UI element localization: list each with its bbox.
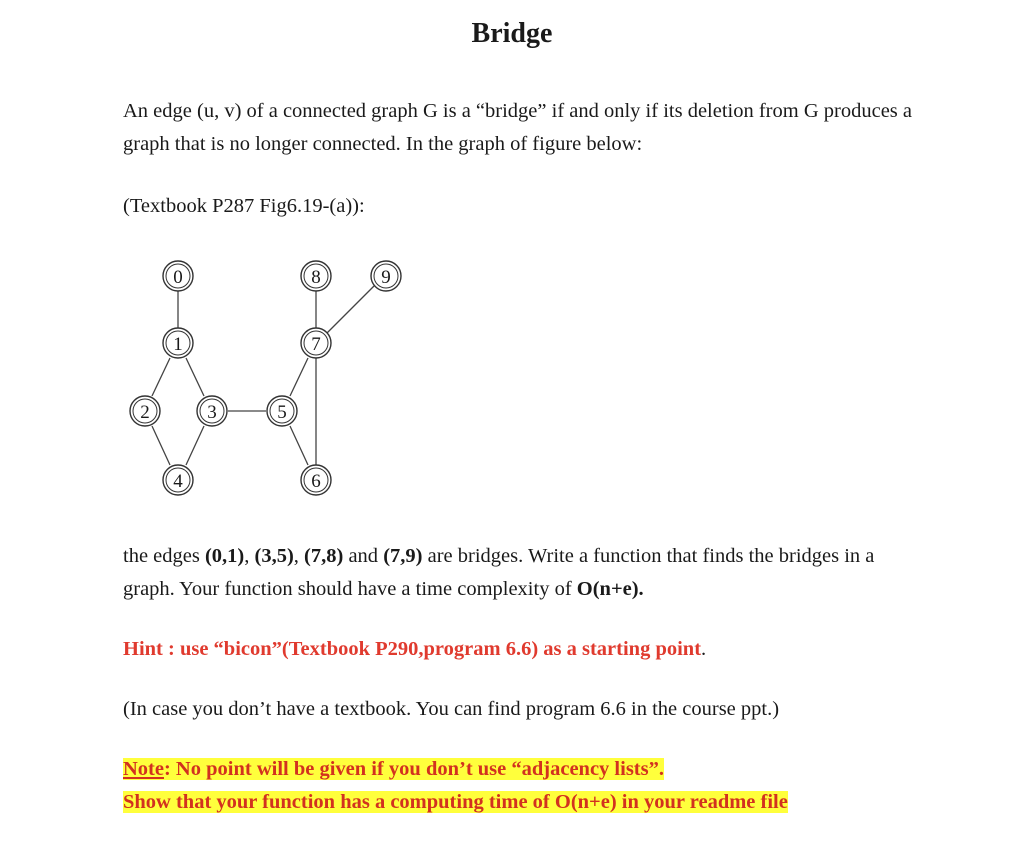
graph-node	[301, 465, 331, 495]
task-body: are bridges. Write a function that finds the bridges in a graph. Your function should have a time complexity of	[123, 545, 875, 600]
edge-5-7	[290, 358, 308, 396]
bridge-edge: (0,1)	[204, 545, 245, 567]
node-label: 6	[311, 471, 321, 492]
graph-node	[163, 465, 193, 495]
graph-node	[163, 261, 193, 291]
edge-5-6	[290, 426, 308, 465]
node-label: 1	[173, 334, 183, 355]
node-label: 0	[173, 267, 183, 288]
note-line-2: Show that your function has a computing time of O(n+e) in your readme file	[123, 791, 788, 813]
node-label: 9	[381, 267, 391, 288]
task-paragraph: the edges (0,1), (3,5), (7,8) and (7,9) are bridges. Write a function that finds the bridges in a graph. Your function should have a time complexity of O(n+e).	[123, 545, 875, 600]
task-lead: the edges	[123, 545, 205, 567]
note-line-1: : No point will be given if you don’t use “adjacency lists”.	[163, 758, 664, 780]
edge-2-4	[152, 426, 170, 465]
graph-node	[301, 261, 331, 291]
graph-node	[130, 396, 160, 426]
edge-1-3	[186, 358, 204, 396]
node-label: 7	[311, 334, 321, 355]
definition-paragraph: An edge (u, v) of a connected graph G is a “bridge” if and only if its deletion from G produces a graph that is no longer connected. In the graph of figure below:	[123, 100, 912, 155]
node-label: 3	[207, 402, 217, 423]
complexity: O(n+e).	[576, 578, 644, 600]
node-label: 5	[277, 402, 287, 423]
bridge-edge: (3,5)	[254, 545, 294, 567]
case-note: (In case you don’t have a textbook. You can find program 6.6 in the course ppt.)	[123, 698, 780, 720]
node-label: 2	[140, 402, 150, 423]
edge-7-9	[327, 285, 375, 333]
note-label: Note	[123, 758, 164, 780]
page-title: Bridge	[471, 18, 553, 49]
bridge-edge: (7,8)	[304, 545, 344, 567]
node-label: 4	[173, 471, 183, 492]
graph-node	[371, 261, 401, 291]
graph-node	[197, 396, 227, 426]
note-block	[123, 753, 788, 819]
hint-line: Hint : use “bicon”(Textbook P290,program 6.6) as a starting point.	[123, 638, 707, 660]
bridge-edge: (7,9)	[383, 545, 423, 567]
node-label: 8	[311, 267, 321, 288]
graph-node	[267, 396, 297, 426]
graph-figure	[120, 250, 420, 500]
edge-3-4	[186, 426, 204, 465]
figure-reference: (Textbook P287 Fig6.19-(a)):	[123, 195, 365, 217]
graph-node	[301, 328, 331, 358]
edge-1-2	[152, 358, 170, 396]
hint-text: Hint : use “bicon”(Textbook P290,program 6.6) as a starting point	[123, 638, 702, 660]
graph-node	[163, 328, 193, 358]
